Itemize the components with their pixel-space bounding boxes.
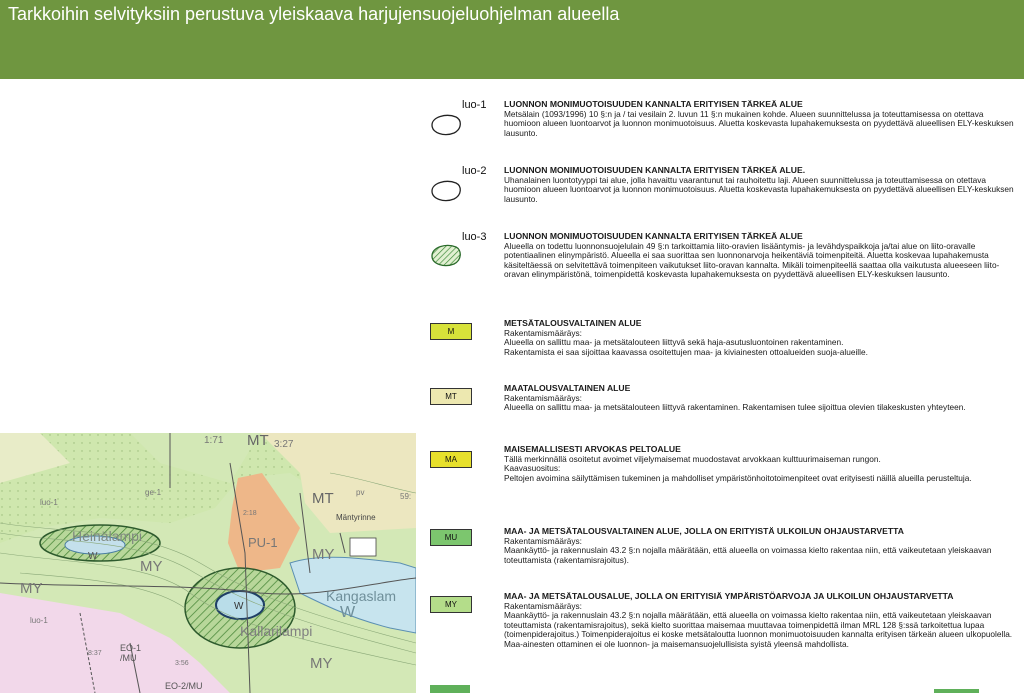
- building: [350, 538, 376, 556]
- map-label: 59:: [400, 492, 412, 501]
- zone-swatch: MA: [430, 451, 472, 468]
- legend-text: Uhanalainen luontotyyppi tai alue, jolla havaittu vaarantunut tai rauhoitettu laji. Alueen suunnittelussa ja toteuttamisessa on otettava huomioon alueen luontoarvot ja luonnon monimuotoisuus. Aluetta koskevasta lupahakemuksesta on pyydettävä alueellisen ELY-keskuksen lausunto.: [504, 174, 1014, 204]
- zone-swatch: MT: [430, 388, 472, 405]
- map-label: 2:18: [243, 510, 257, 517]
- map-label: MY: [20, 580, 43, 597]
- legend-text: Rakentamismääräys: Maankäyttö- ja rakennuslain 43.2 §:n nojalla määrätään, että alueella on voimassa kielto rakentaa niin, että vaikeutetaan yleiskaavan toteuttamista (rakentamisrajoitus).: [504, 535, 992, 565]
- page-title: Tarkkoihin selvityksiin perustuva yleiskaava harjujensuojeluohjelman alueella: [8, 4, 620, 24]
- map-label: MY: [312, 546, 335, 563]
- map-label: luo-1: [30, 616, 48, 625]
- legend-entry-my: [416, 592, 1024, 682]
- legend-title: LUONNON MONIMUOTOISUUDEN KANNALTA ERITYISEN TÄRKEÄ ALUE: [504, 231, 803, 241]
- map-label: PU-1: [248, 535, 278, 550]
- map-label: W: [340, 604, 356, 621]
- legend-entry-m: [416, 319, 1024, 369]
- map-label: 3:27: [274, 439, 294, 450]
- luo-outline-icon: [428, 111, 464, 137]
- map-label: EO-2/MU: [165, 681, 203, 691]
- zone-swatch: MY: [430, 596, 472, 613]
- map-label: W: [88, 551, 98, 562]
- legend-text: Alueella on todettu luonnonsuojelulain 49 §:n tarkoittamia liito-oravien lisääntymis- ja levähdyspaikkoja ja/tai alue on liito-oravalle potentiaalinen elinympäristö. Alueella ei saa suorittaa sen luonnonarvoja heikentäviä toimenpiteitä. Aluetta koskevaa lupahakemusta käsiteltäessä on selvitettävä toimenpiteen vaikutukset liito-oravan kannalta. Mikäli toimenpiteellä saattaa olla vaikutusta alueeseen liito-oravan elinympäristönä, toimenpidettä koskevasta lupahakemuksesta on pyydettävä alueellisen ELY-keskuksen lausunto.: [504, 240, 1000, 280]
- legend-text: Rakentamismääräys: Alueella on sallittu maa- ja metsätalouteen liittyvä sekä haja-asutusluontoinen rakentaminen. Rakentamista ei saa sijoittaa kaavassa osoitettujen maa- ja kiviainesten ottoalueiden suoja-alueille.: [504, 327, 868, 357]
- map-label: EO-1: [120, 643, 142, 653]
- map-label: MT: [247, 433, 269, 449]
- legend-title: METSÄTALOUSVALTAINEN ALUE: [504, 318, 642, 328]
- legend-text: Rakentamismääräys: Maankäyttö- ja rakennuslain 43.2 §:n nojalla määrätään, että alueella on voimassa kielto rakentaa niin, että vaikeutetaan yleiskaavan toteuttamista (rakentamisrajoitus), sekä kielto suorittaa maisemaa muuttavaa toimenpidettä ilman MRL 128 §:ssä tarkoitettua lupaa (toimenpiderajoitus.) Toimenpiderajoitus ei koske metsätaloutta luonnon monimuotoisuuden kannalta erityisen tärkeän alueen ulkopuolella. Maa-ainesten ottaminen ei ole luonnon- ja maisemansuojelullisista syistä yleensä mahdollista.: [504, 600, 1013, 649]
- zone-swatch: MU: [430, 529, 472, 546]
- corner-mark: [934, 689, 979, 693]
- legend-title: MAISEMALLISESTI ARVOKAS PELTOALUE: [504, 444, 681, 454]
- map-label: luo-1: [40, 498, 58, 507]
- map-label: ge-1: [145, 488, 162, 497]
- legend-entry-luo-1: [416, 99, 1024, 159]
- legend-entry-mt: [416, 384, 1024, 434]
- map-label: W: [234, 601, 244, 612]
- map-label: 3:56: [175, 660, 189, 667]
- legend-title: MAA- JA METSÄTALOUSVALTAINEN ALUE, JOLLA ON ERITYISTÄ ULKOILUN OHJAUSTARVETTA: [504, 526, 904, 536]
- legend-code: luo-1: [462, 99, 487, 111]
- next-swatch-partial: [430, 685, 470, 693]
- map-label: Kallarilampi: [240, 623, 313, 639]
- map-label: MT: [312, 490, 334, 507]
- legend-text: Rakentamismääräys: Alueella on sallittu maa- ja metsätalouteen liittyvä rakentaminen. Rakentamisen tulee sijoittua olevien tilakeskusten yhteyteen.: [504, 392, 966, 413]
- legend-code: luo-3: [462, 231, 487, 243]
- legend-entry-mu: [416, 527, 1024, 587]
- map-excerpt: [0, 433, 416, 693]
- legend-entry-ma: [416, 445, 1024, 515]
- map-label: Mäntyrinne: [336, 513, 376, 522]
- legend-title: MAATALOUSVALTAINEN ALUE: [504, 383, 631, 393]
- header-bar: [0, 0, 1024, 79]
- legend-title: LUONNON MONIMUOTOISUUDEN KANNALTA ERITYISEN TÄRKEÄ ALUE.: [504, 165, 806, 175]
- map-label: /MU: [120, 653, 137, 663]
- map-label: Kangaslam: [326, 588, 397, 604]
- legend-title: MAA- JA METSÄTALOUSALUE, JOLLA ON ERITYISIÄ YMPÄRISTÖARVOJA JA ULKOILUN OHJAUSTARVETTA: [504, 591, 954, 601]
- zone-swatch: M: [430, 323, 472, 340]
- map-label: MY: [140, 558, 163, 575]
- luo-hatched-icon: [428, 241, 464, 269]
- luo-outline-icon: [428, 177, 464, 203]
- map-label: Heinälampi: [72, 528, 143, 544]
- legend-entry-luo-3: [416, 231, 1024, 311]
- legend-title: LUONNON MONIMUOTOISUUDEN KANNALTA ERITYISEN TÄRKEÄ ALUE: [504, 99, 803, 109]
- map-label: 8:37: [88, 650, 102, 657]
- map-label: 1:71: [204, 435, 224, 446]
- map-legend: [416, 79, 1024, 693]
- legend-entry-luo-2: [416, 165, 1024, 225]
- legend-text: Tällä merkinnällä osoitetut avoimet viljelymaisemat muodostavat arvokkaan kulttuurimaiseman rungon. Kaavasuositus: Peltojen avoimina säilyttämisen tukeminen ja mahdolliset ympäristönhoitotoimenpiteet ovat erityisesti näillä alueilla perusteltuja.: [504, 453, 972, 483]
- zoning-map: [0, 433, 416, 693]
- legend-text: Metsälain (1093/1996) 10 §:n ja / tai vesilain 2. luvun 11 §:n mukainen kohde. Alueen suunnittelussa ja toteuttamisessa on otettava huomioon alueen luontoarvot ja luonnon monimuotoisuus. Aluetta koskevasta lupahakemuksesta on pyydettävä alueellisen ELY-keskuksen lausunto.: [504, 108, 1014, 138]
- map-label: pv: [356, 488, 365, 497]
- legend-code: luo-2: [462, 165, 487, 177]
- map-label: MY: [310, 655, 333, 672]
